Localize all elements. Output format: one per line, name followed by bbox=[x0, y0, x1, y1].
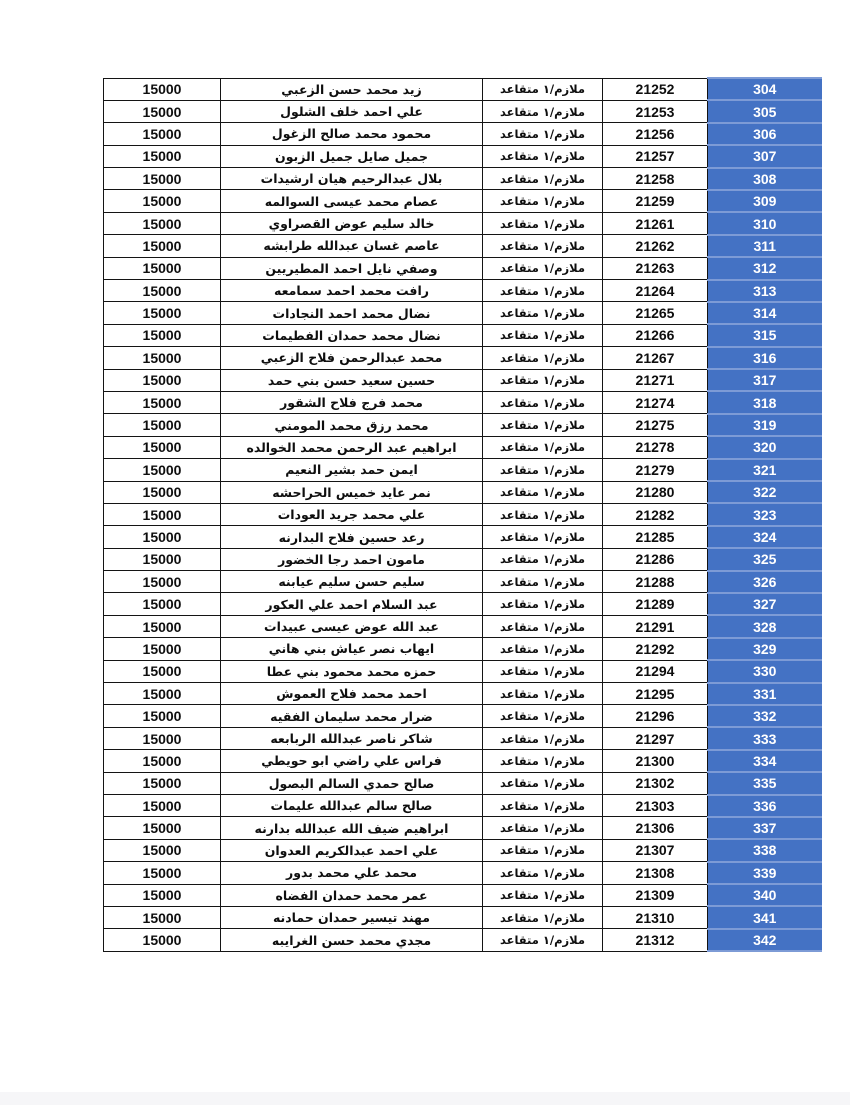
id-cell: 21309 bbox=[603, 884, 708, 906]
rank-cell: ملازم/١ متقاعد bbox=[483, 280, 603, 302]
serial-number-cell: 309 bbox=[708, 190, 822, 212]
id-cell: 21312 bbox=[603, 929, 708, 951]
serial-number-cell: 322 bbox=[708, 481, 822, 503]
roster-table-body bbox=[104, 78, 822, 951]
name-cell: ايهاب نصر عياش بني هاني bbox=[221, 638, 483, 660]
amount-cell: 15000 bbox=[104, 795, 221, 817]
name-cell: عبد السلام احمد علي العكور bbox=[221, 593, 483, 615]
id-cell: 21300 bbox=[603, 750, 708, 772]
id-cell: 21282 bbox=[603, 503, 708, 525]
name-cell: حسين سعيد حسن بني حمد bbox=[221, 369, 483, 391]
rank-cell: ملازم/١ متقاعد bbox=[483, 862, 603, 884]
amount-cell: 15000 bbox=[104, 436, 221, 458]
rank-cell: ملازم/١ متقاعد bbox=[483, 414, 603, 436]
id-cell: 21257 bbox=[603, 145, 708, 167]
serial-number-cell: 326 bbox=[708, 571, 822, 593]
rank-cell: ملازم/١ متقاعد bbox=[483, 100, 603, 122]
serial-number-cell: 313 bbox=[708, 280, 822, 302]
rank-cell: ملازم/١ متقاعد bbox=[483, 884, 603, 906]
id-cell: 21271 bbox=[603, 369, 708, 391]
table-row bbox=[104, 459, 822, 481]
id-cell: 21294 bbox=[603, 660, 708, 682]
rank-cell: ملازم/١ متقاعد bbox=[483, 123, 603, 145]
serial-number-cell: 333 bbox=[708, 727, 822, 749]
rank-cell: ملازم/١ متقاعد bbox=[483, 526, 603, 548]
name-cell: صالح حمدي السالم البصول bbox=[221, 772, 483, 794]
serial-number-cell: 336 bbox=[708, 795, 822, 817]
table-row bbox=[104, 795, 822, 817]
serial-number-cell: 342 bbox=[708, 929, 822, 951]
name-cell: ايمن حمد بشير النعيم bbox=[221, 459, 483, 481]
name-cell: جميل صايل جميل الزبون bbox=[221, 145, 483, 167]
serial-number-cell: 312 bbox=[708, 257, 822, 279]
id-cell: 21289 bbox=[603, 593, 708, 615]
rank-cell: ملازم/١ متقاعد bbox=[483, 795, 603, 817]
id-cell: 21252 bbox=[603, 78, 708, 100]
serial-number-cell: 320 bbox=[708, 436, 822, 458]
name-cell: فراس علي راضي ابو حويطي bbox=[221, 750, 483, 772]
serial-number-cell: 328 bbox=[708, 615, 822, 637]
amount-cell: 15000 bbox=[104, 906, 221, 928]
table-row bbox=[104, 593, 822, 615]
table-row bbox=[104, 727, 822, 749]
rank-cell: ملازم/١ متقاعد bbox=[483, 906, 603, 928]
amount-cell: 15000 bbox=[104, 459, 221, 481]
name-cell: مامون احمد رجا الخضور bbox=[221, 548, 483, 570]
name-cell: سليم حسن سليم عيابنه bbox=[221, 571, 483, 593]
amount-cell: 15000 bbox=[104, 280, 221, 302]
serial-number-cell: 308 bbox=[708, 168, 822, 190]
serial-number-cell: 304 bbox=[708, 78, 822, 100]
name-cell: زيد محمد حسن الزعبي bbox=[221, 78, 483, 100]
table-row bbox=[104, 436, 822, 458]
id-cell: 21258 bbox=[603, 168, 708, 190]
amount-cell: 15000 bbox=[104, 145, 221, 167]
name-cell: نمر عايد خميس الحراحشه bbox=[221, 481, 483, 503]
table-row bbox=[104, 548, 822, 570]
name-cell: نضال محمد حمدان الفطيمات bbox=[221, 324, 483, 346]
amount-cell: 15000 bbox=[104, 727, 221, 749]
id-cell: 21261 bbox=[603, 212, 708, 234]
amount-cell: 15000 bbox=[104, 302, 221, 324]
id-cell: 21280 bbox=[603, 481, 708, 503]
id-cell: 21310 bbox=[603, 906, 708, 928]
table-row bbox=[104, 615, 822, 637]
serial-number-cell: 335 bbox=[708, 772, 822, 794]
table-row bbox=[104, 145, 822, 167]
table-row bbox=[104, 280, 822, 302]
serial-number-cell: 310 bbox=[708, 212, 822, 234]
name-cell: ابراهيم ضيف الله عبدالله بدارنه bbox=[221, 817, 483, 839]
serial-number-cell: 306 bbox=[708, 123, 822, 145]
id-cell: 21266 bbox=[603, 324, 708, 346]
table-row bbox=[104, 168, 822, 190]
table-row bbox=[104, 212, 822, 234]
table-row bbox=[104, 257, 822, 279]
table-row bbox=[104, 772, 822, 794]
table-row bbox=[104, 929, 822, 951]
id-cell: 21291 bbox=[603, 615, 708, 637]
rank-cell: ملازم/١ متقاعد bbox=[483, 660, 603, 682]
table-row bbox=[104, 526, 822, 548]
amount-cell: 15000 bbox=[104, 78, 221, 100]
name-cell: علي احمد عبدالكريم العدوان bbox=[221, 839, 483, 861]
id-cell: 21253 bbox=[603, 100, 708, 122]
serial-number-cell: 319 bbox=[708, 414, 822, 436]
amount-cell: 15000 bbox=[104, 772, 221, 794]
name-cell: محمد رزق محمد المومني bbox=[221, 414, 483, 436]
name-cell: خالد سليم عوض القصراوي bbox=[221, 212, 483, 234]
amount-cell: 15000 bbox=[104, 324, 221, 346]
id-cell: 21256 bbox=[603, 123, 708, 145]
id-cell: 21264 bbox=[603, 280, 708, 302]
serial-number-cell: 311 bbox=[708, 235, 822, 257]
serial-number-cell: 321 bbox=[708, 459, 822, 481]
amount-cell: 15000 bbox=[104, 481, 221, 503]
amount-cell: 15000 bbox=[104, 347, 221, 369]
rank-cell: ملازم/١ متقاعد bbox=[483, 145, 603, 167]
name-cell: محمد فرج فلاح الشقور bbox=[221, 391, 483, 413]
name-cell: علي محمد جريد العودات bbox=[221, 503, 483, 525]
name-cell: مهند تيسير حمدان حمادنه bbox=[221, 906, 483, 928]
rank-cell: ملازم/١ متقاعد bbox=[483, 212, 603, 234]
table-row bbox=[104, 839, 822, 861]
amount-cell: 15000 bbox=[104, 257, 221, 279]
rank-cell: ملازم/١ متقاعد bbox=[483, 347, 603, 369]
name-cell: محمود محمد صالح الزغول bbox=[221, 123, 483, 145]
serial-number-cell: 332 bbox=[708, 705, 822, 727]
rank-cell: ملازم/١ متقاعد bbox=[483, 839, 603, 861]
table-row bbox=[104, 817, 822, 839]
rank-cell: ملازم/١ متقاعد bbox=[483, 190, 603, 212]
id-cell: 21286 bbox=[603, 548, 708, 570]
id-cell: 21297 bbox=[603, 727, 708, 749]
rank-cell: ملازم/١ متقاعد bbox=[483, 324, 603, 346]
serial-number-cell: 318 bbox=[708, 391, 822, 413]
table-row bbox=[104, 123, 822, 145]
table-row bbox=[104, 414, 822, 436]
amount-cell: 15000 bbox=[104, 503, 221, 525]
serial-number-cell: 315 bbox=[708, 324, 822, 346]
rank-cell: ملازم/١ متقاعد bbox=[483, 168, 603, 190]
id-cell: 21303 bbox=[603, 795, 708, 817]
amount-cell: 15000 bbox=[104, 168, 221, 190]
page-bottom-edge bbox=[0, 1092, 850, 1105]
id-cell: 21306 bbox=[603, 817, 708, 839]
name-cell: حمزه محمد محمود بني عطا bbox=[221, 660, 483, 682]
amount-cell: 15000 bbox=[104, 235, 221, 257]
name-cell: عاصم غسان عبدالله طرابشه bbox=[221, 235, 483, 257]
serial-number-cell: 329 bbox=[708, 638, 822, 660]
amount-cell: 15000 bbox=[104, 683, 221, 705]
id-cell: 21275 bbox=[603, 414, 708, 436]
amount-cell: 15000 bbox=[104, 884, 221, 906]
table-row bbox=[104, 100, 822, 122]
serial-number-cell: 331 bbox=[708, 683, 822, 705]
rank-cell: ملازم/١ متقاعد bbox=[483, 593, 603, 615]
rank-cell: ملازم/١ متقاعد bbox=[483, 391, 603, 413]
rank-cell: ملازم/١ متقاعد bbox=[483, 571, 603, 593]
table-row bbox=[104, 660, 822, 682]
serial-number-cell: 339 bbox=[708, 862, 822, 884]
name-cell: بلال عبدالرحيم هيان ارشيدات bbox=[221, 168, 483, 190]
rank-cell: ملازم/١ متقاعد bbox=[483, 369, 603, 391]
id-cell: 21278 bbox=[603, 436, 708, 458]
serial-number-cell: 338 bbox=[708, 839, 822, 861]
rank-cell: ملازم/١ متقاعد bbox=[483, 705, 603, 727]
rank-cell: ملازم/١ متقاعد bbox=[483, 481, 603, 503]
table-row bbox=[104, 884, 822, 906]
rank-cell: ملازم/١ متقاعد bbox=[483, 503, 603, 525]
rank-cell: ملازم/١ متقاعد bbox=[483, 638, 603, 660]
serial-number-cell: 327 bbox=[708, 593, 822, 615]
name-cell: رافت محمد احمد سمامعه bbox=[221, 280, 483, 302]
name-cell: ابراهيم عبد الرحمن محمد الخوالده bbox=[221, 436, 483, 458]
serial-number-cell: 340 bbox=[708, 884, 822, 906]
id-cell: 21267 bbox=[603, 347, 708, 369]
name-cell: رعد حسين فلاح البدارنه bbox=[221, 526, 483, 548]
amount-cell: 15000 bbox=[104, 526, 221, 548]
amount-cell: 15000 bbox=[104, 817, 221, 839]
id-cell: 21279 bbox=[603, 459, 708, 481]
name-cell: وصفي نايل احمد المطيريين bbox=[221, 257, 483, 279]
name-cell: مجدي محمد حسن الغرايبه bbox=[221, 929, 483, 951]
serial-number-cell: 324 bbox=[708, 526, 822, 548]
name-cell: شاكر ناصر عبدالله الربابعه bbox=[221, 727, 483, 749]
serial-number-cell: 307 bbox=[708, 145, 822, 167]
id-cell: 21285 bbox=[603, 526, 708, 548]
name-cell: علي احمد خلف الشلول bbox=[221, 100, 483, 122]
serial-number-cell: 334 bbox=[708, 750, 822, 772]
id-cell: 21274 bbox=[603, 391, 708, 413]
rank-cell: ملازم/١ متقاعد bbox=[483, 459, 603, 481]
rank-cell: ملازم/١ متقاعد bbox=[483, 436, 603, 458]
table-row bbox=[104, 862, 822, 884]
id-cell: 21259 bbox=[603, 190, 708, 212]
rank-cell: ملازم/١ متقاعد bbox=[483, 929, 603, 951]
name-cell: عصام محمد عيسى السوالمه bbox=[221, 190, 483, 212]
amount-cell: 15000 bbox=[104, 548, 221, 570]
id-cell: 21262 bbox=[603, 235, 708, 257]
amount-cell: 15000 bbox=[104, 593, 221, 615]
retirees-roster-table bbox=[103, 77, 822, 952]
amount-cell: 15000 bbox=[104, 369, 221, 391]
amount-cell: 15000 bbox=[104, 705, 221, 727]
rank-cell: ملازم/١ متقاعد bbox=[483, 615, 603, 637]
serial-number-cell: 330 bbox=[708, 660, 822, 682]
id-cell: 21302 bbox=[603, 772, 708, 794]
amount-cell: 15000 bbox=[104, 615, 221, 637]
amount-cell: 15000 bbox=[104, 123, 221, 145]
table-row bbox=[104, 683, 822, 705]
table-row bbox=[104, 481, 822, 503]
serial-number-cell: 323 bbox=[708, 503, 822, 525]
amount-cell: 15000 bbox=[104, 190, 221, 212]
name-cell: احمد محمد فلاح العموش bbox=[221, 683, 483, 705]
rank-cell: ملازم/١ متقاعد bbox=[483, 727, 603, 749]
name-cell: عبد الله عوض عيسى عبيدات bbox=[221, 615, 483, 637]
table-row bbox=[104, 571, 822, 593]
amount-cell: 15000 bbox=[104, 660, 221, 682]
id-cell: 21307 bbox=[603, 839, 708, 861]
table-row bbox=[104, 750, 822, 772]
table-row bbox=[104, 638, 822, 660]
table-row bbox=[104, 369, 822, 391]
amount-cell: 15000 bbox=[104, 414, 221, 436]
rank-cell: ملازم/١ متقاعد bbox=[483, 683, 603, 705]
name-cell: محمد عبدالرحمن فلاح الزعبي bbox=[221, 347, 483, 369]
table-row bbox=[104, 705, 822, 727]
amount-cell: 15000 bbox=[104, 929, 221, 951]
amount-cell: 15000 bbox=[104, 750, 221, 772]
rank-cell: ملازم/١ متقاعد bbox=[483, 750, 603, 772]
serial-number-cell: 316 bbox=[708, 347, 822, 369]
amount-cell: 15000 bbox=[104, 571, 221, 593]
rank-cell: ملازم/١ متقاعد bbox=[483, 78, 603, 100]
name-cell: نضال محمد احمد النجادات bbox=[221, 302, 483, 324]
rank-cell: ملازم/١ متقاعد bbox=[483, 772, 603, 794]
id-cell: 21308 bbox=[603, 862, 708, 884]
serial-number-cell: 305 bbox=[708, 100, 822, 122]
serial-number-cell: 341 bbox=[708, 906, 822, 928]
id-cell: 21292 bbox=[603, 638, 708, 660]
id-cell: 21288 bbox=[603, 571, 708, 593]
name-cell: محمد علي محمد بدور bbox=[221, 862, 483, 884]
table-row bbox=[104, 347, 822, 369]
amount-cell: 15000 bbox=[104, 839, 221, 861]
rank-cell: ملازم/١ متقاعد bbox=[483, 257, 603, 279]
table-row bbox=[104, 906, 822, 928]
rank-cell: ملازم/١ متقاعد bbox=[483, 548, 603, 570]
id-cell: 21295 bbox=[603, 683, 708, 705]
table-row bbox=[104, 391, 822, 413]
amount-cell: 15000 bbox=[104, 100, 221, 122]
table-row bbox=[104, 503, 822, 525]
amount-cell: 15000 bbox=[104, 391, 221, 413]
table-row bbox=[104, 324, 822, 346]
serial-number-cell: 314 bbox=[708, 302, 822, 324]
name-cell: صالح سالم عبدالله عليمات bbox=[221, 795, 483, 817]
rank-cell: ملازم/١ متقاعد bbox=[483, 302, 603, 324]
serial-number-cell: 325 bbox=[708, 548, 822, 570]
roster-table-container bbox=[103, 77, 822, 952]
name-cell: ضرار محمد سليمان الفقيه bbox=[221, 705, 483, 727]
name-cell: عمر محمد حمدان الفضاه bbox=[221, 884, 483, 906]
table-row bbox=[104, 302, 822, 324]
amount-cell: 15000 bbox=[104, 212, 221, 234]
table-row bbox=[104, 235, 822, 257]
rank-cell: ملازم/١ متقاعد bbox=[483, 235, 603, 257]
table-row bbox=[104, 190, 822, 212]
id-cell: 21296 bbox=[603, 705, 708, 727]
rank-cell: ملازم/١ متقاعد bbox=[483, 817, 603, 839]
serial-number-cell: 317 bbox=[708, 369, 822, 391]
serial-number-cell: 337 bbox=[708, 817, 822, 839]
amount-cell: 15000 bbox=[104, 638, 221, 660]
id-cell: 21265 bbox=[603, 302, 708, 324]
id-cell: 21263 bbox=[603, 257, 708, 279]
table-row bbox=[104, 78, 822, 100]
amount-cell: 15000 bbox=[104, 862, 221, 884]
